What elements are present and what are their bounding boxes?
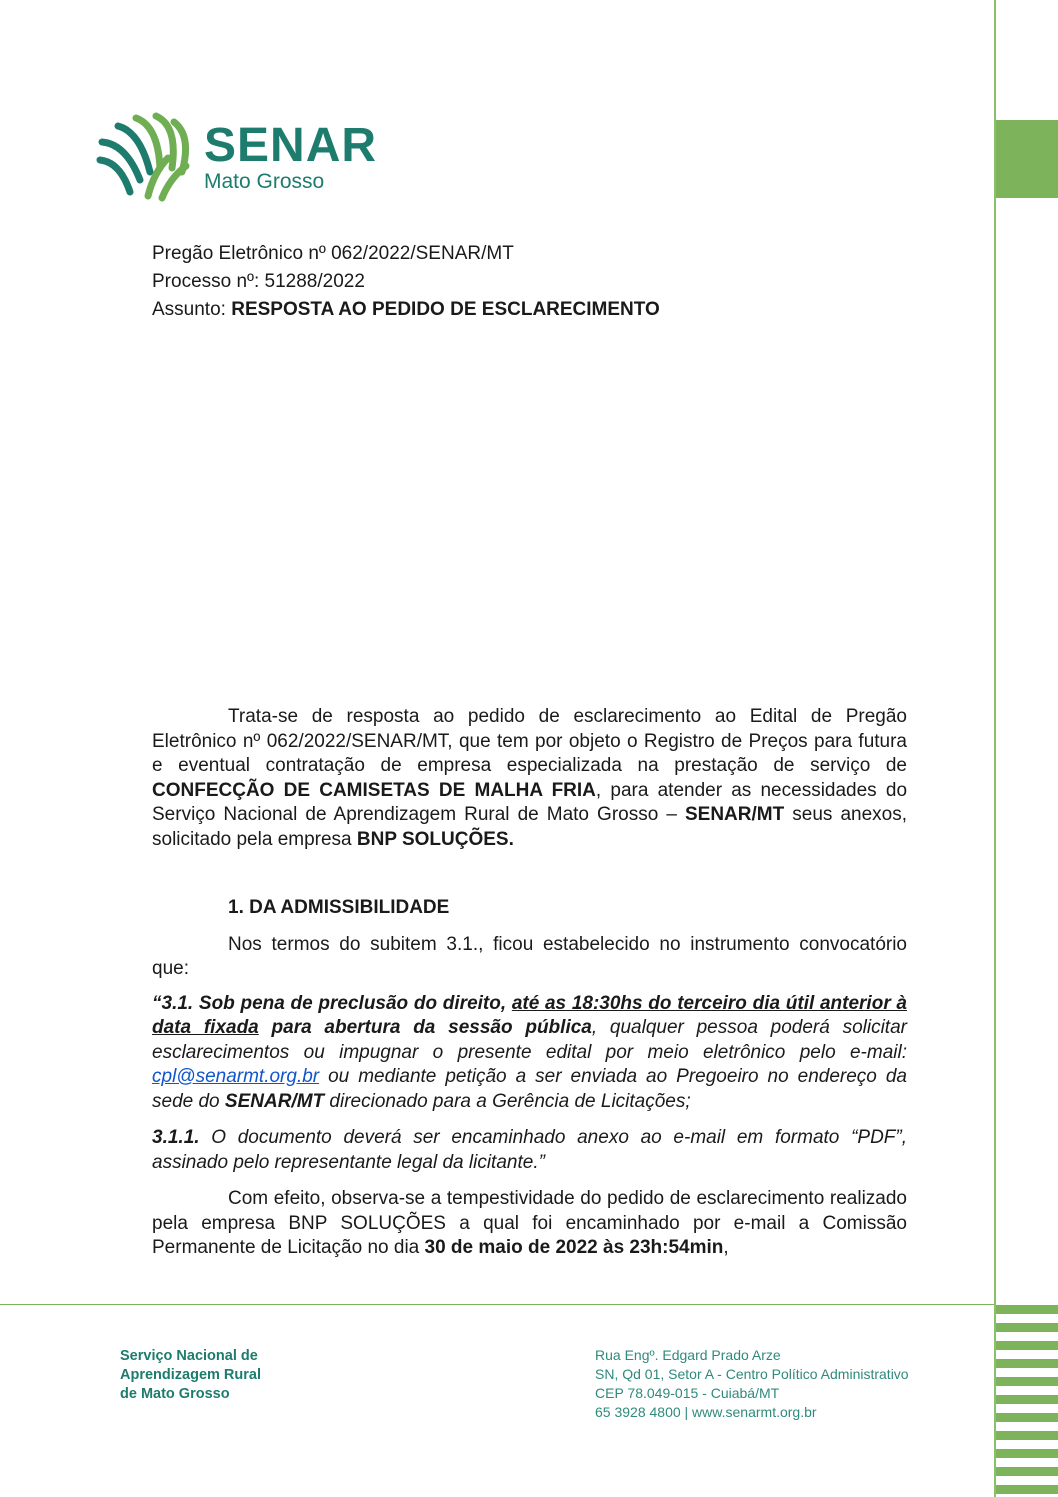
final-paragraph: Com efeito, observa-se a tempestividade do pedido de esclarecimento realizado pela empresa BNP SOLUÇÕES a qual foi encaminhado por e-mail a Comissão Permanente de Licitação no dia 30 de maio de 2022 às 23h:54min, — [152, 1188, 907, 1258]
decorative-green-block — [996, 120, 1058, 198]
header-pregao: Pregão Eletrônico nº 062/2022/SENAR/MT — [152, 243, 514, 264]
header-assunto: Assunto: RESPOSTA AO PEDIDO DE ESCLARECIMENTO — [152, 299, 660, 320]
logo-title: SENAR — [204, 119, 378, 172]
email-link[interactable]: cpl@senarmt.org.br — [152, 1066, 320, 1087]
document-header — [152, 240, 660, 324]
quote-item-3-1: “3.1. Sob pena de preclusão do direito, até as 18:30hs do terceiro dia útil anterior à data fixada para abertura da sessão pública, qualquer pessoa poderá solicitar esclarecimentos ou impugnar o presente edital por meio eletrônico pelo e-mail: cpl@senarmt.org.br ou mediante petição a ser enviada ao Pregoeiro no endereço da sede do SENAR/MT direcionado para a Gerência de Licitações; — [152, 992, 907, 1112]
senar-leaf-logo-icon — [96, 112, 196, 204]
header-processo: Processo nº: 51288/2022 — [152, 271, 365, 292]
footer-divider — [0, 1304, 994, 1305]
quote-item-3-1-1: 3.1.1. O documento deverá ser encaminhado anexo ao e-mail em formato “PDF”, assinado pelo representante legal da licitante.” — [152, 1127, 907, 1173]
footer-institution: Serviço Nacional de Aprendizagem Rural de Mato Grosso — [120, 1348, 261, 1402]
header-assunto-value: RESPOSTA AO PEDIDO DE ESCLARECIMENTO — [231, 299, 660, 320]
intro-paragraph: Trata-se de resposta ao pedido de esclarecimento ao Edital de Pregão Eletrônico nº 062/2022/SENAR/MT, que tem por objeto o Registro de Preços para futura e eventual contratação de empresa especializada na prestação de serviço de CONFECÇÃO DE CAMISETAS DE MALHA FRIA, para atender as necessidades do Serviço Nacional de Aprendizagem Rural de Mato Grosso – SENAR/MT seus anexos, solicitado pela empresa BNP SOLUÇÕES. — [152, 706, 908, 850]
senar-logo — [96, 112, 376, 212]
document-body — [152, 705, 907, 1261]
section-heading-admissibilidade: 1. DA ADMISSIBILIDADE — [228, 897, 450, 918]
logo-subtitle: Mato Grosso — [204, 170, 325, 193]
footer-address: Rua Engº. Edgard Prado Arze SN, Qd 01, Setor A - Centro Político Administrativo CEP 78.049-015 - Cuiabá/MT 65 3928 4800 | www.senarmt.org.br — [595, 1347, 909, 1420]
section1-paragraph: Nos termos do subitem 3.1., ficou estabelecido no instrumento convocatório que: — [152, 933, 907, 979]
decorative-green-stripes — [996, 1305, 1058, 1497]
decorative-right-line — [994, 0, 996, 1497]
